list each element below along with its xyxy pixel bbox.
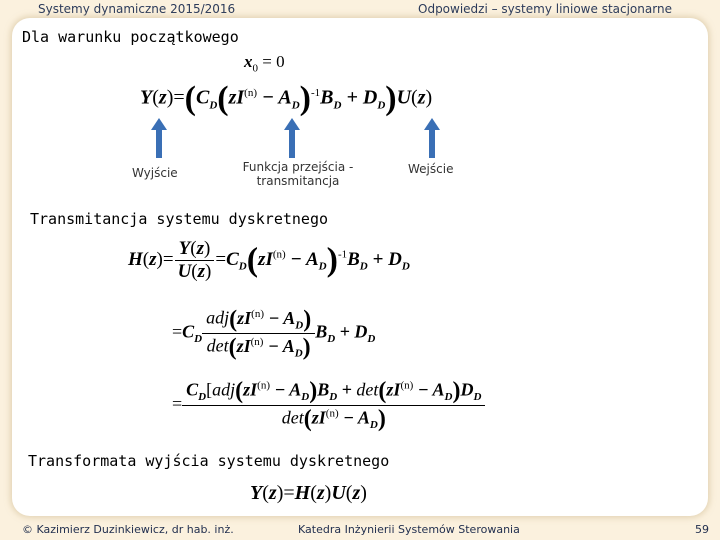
arrow-up-icon: [151, 118, 167, 158]
footer-author: © Kazimierz Duzinkiewicz, dr hab. inż.: [22, 523, 234, 536]
footer-department: Katedra Inżynierii Systemów Sterowania: [298, 523, 520, 536]
equation-combined-fraction: = $\frac{C_D[adj(zI^{(n)} - A_D)B_D + \det(zI^{(n)} - A_D)D_D}{\det(zI^{(n)} - A_D)}$: [172, 378, 485, 433]
arrow-up-icon: [284, 118, 300, 158]
heading-output-transform: Transformata wyjścia systemu dyskretnego: [28, 452, 390, 470]
equation-output-relation: Y(z)=H(z)U(z): [250, 482, 367, 504]
equation-transfer-function: H(z)= $\frac{Y(z)}{U(z)}$ $=C_D(zI^{(n)} - A_D)^{-1}B_D + D_D$: [128, 238, 410, 282]
label-input: Wejście: [408, 162, 454, 176]
equation-initial-condition: $x_0 = 0$: [244, 52, 285, 75]
header-topic: Odpowiedzi – systemy liniowe stacjonarne: [418, 2, 672, 16]
header-course: Systemy dynamiczne 2015/2016: [38, 2, 236, 16]
label-output: Wyjście: [132, 166, 178, 180]
label-transfer-function: Funkcja przejścia - transmitancja: [242, 160, 354, 188]
equation-adjugate-form: $=C_D$ $\frac{adj(zI^{(n)} - A_D)}{\det(zI^{(n)} - A_D)}$ $B_D + D_D$: [172, 306, 376, 360]
page-number: 59: [695, 523, 709, 536]
equation-output-transform: $Y(z)=(C_D(zI^{(n)} - A_D)^{-1}B_D + D_D)U(z)$: [140, 80, 433, 117]
arrow-up-icon: [424, 118, 440, 158]
heading-discrete-transfer: Transmitancja systemu dyskretnego: [30, 210, 329, 228]
heading-initial-condition: Dla warunku początkowego: [22, 28, 239, 46]
